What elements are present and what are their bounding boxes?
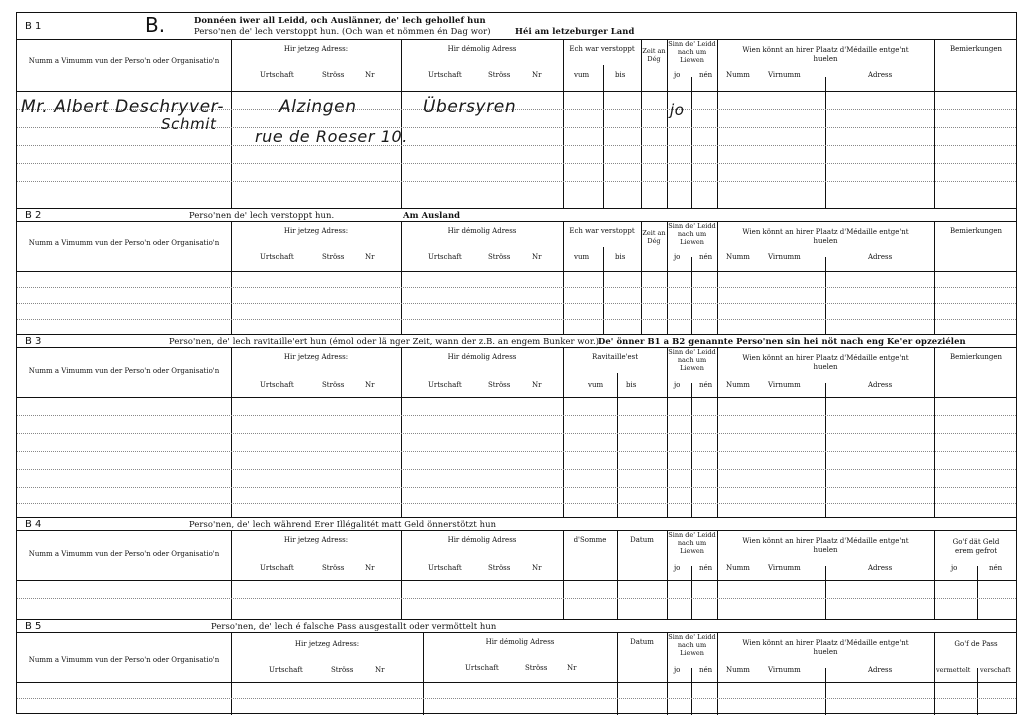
b2-alive-header: Sinn de' Leidd nach um Liewen bbox=[668, 222, 716, 246]
section-b4-id: B 4 bbox=[25, 519, 42, 530]
b3-sub-urtschaft-old: Urtschaft bbox=[428, 381, 462, 389]
b4-sub-jo: jo bbox=[674, 564, 681, 572]
b2-sub-jo: jo bbox=[674, 253, 681, 261]
b3-sub-stross: Ströss bbox=[322, 381, 345, 389]
entry-street-now: rue de Roeser 10. bbox=[255, 127, 408, 146]
b4-sub-urtschaft: Urtschaft bbox=[260, 564, 294, 572]
b3-sub-vum: vum bbox=[588, 381, 604, 389]
b2-sub-numm: Numm bbox=[726, 253, 750, 261]
entry-name-line2: Schmit bbox=[161, 115, 217, 133]
b1-sub-stross-old: Ströss bbox=[488, 71, 511, 79]
b3-addr-now-header: Hir jetzeg Adress: bbox=[283, 353, 349, 361]
b4-addr-now-header: Hir jetzeg Adress: bbox=[283, 536, 349, 544]
b3-sub-numm: Numm bbox=[726, 381, 750, 389]
b5-pass-header: Go'f de Pass bbox=[954, 640, 998, 648]
b3-sub-jo: jo bbox=[674, 381, 681, 389]
section-b3-title-b: De' önner B1 a B2 genannte Perso'nen sin hei nöt nach eng Ke'er opzeziélen bbox=[598, 336, 966, 346]
b3-sub-adress: Adress bbox=[868, 381, 893, 389]
b1-remarks-header: Bemierkungen bbox=[949, 45, 1003, 53]
b5-sub-vermettelt: vermettelt bbox=[936, 666, 971, 674]
b1-sub-urtschaft-old: Urtschaft bbox=[428, 71, 462, 79]
b3-addr-old-header: Hir démolig Adress bbox=[447, 353, 517, 361]
entry-town-now: Alzingen bbox=[279, 97, 357, 117]
b5-sub-urtschaft: Urtschaft bbox=[269, 666, 303, 674]
b5-sub-stross-old: Ströss bbox=[525, 664, 548, 672]
b2-hidden-header: Ech war verstoppt bbox=[569, 227, 635, 235]
b1-alive-header: Sinn de' Leidd nach um Liewen bbox=[668, 40, 716, 64]
section-b2 bbox=[17, 208, 1016, 334]
b1-name-col-header: Numm a Vimumm vun der Perso'n oder Organisatio'n bbox=[28, 57, 220, 65]
section-b5-title: Perso'nen, de' lech é falsche Pass ausgestallt oder vermöttelt hun bbox=[211, 621, 497, 631]
b2-sub-urtschaft: Urtschaft bbox=[260, 253, 294, 261]
b2-addr-old-header: Hir démolig Adress bbox=[447, 227, 517, 235]
b1-hidden-header: Ech war verstoppt bbox=[569, 45, 635, 53]
b4-sub-gof-jo: jo bbox=[951, 564, 958, 572]
b1-sub-urtschaft: Urtschaft bbox=[260, 71, 294, 79]
b4-sub-nr: Nr bbox=[365, 564, 375, 572]
b2-sub-vum: vum bbox=[574, 253, 590, 261]
b2-sub-nr-old: Nr bbox=[532, 253, 542, 261]
b1-sub-adress: Adress bbox=[868, 71, 893, 79]
b3-sub-urtschaft: Urtschaft bbox=[260, 381, 294, 389]
b4-sub-nr-old: Nr bbox=[532, 564, 542, 572]
form-sheet bbox=[16, 12, 1017, 714]
b4-sub-urtschaft-old: Urtschaft bbox=[428, 564, 462, 572]
b3-remarks-header: Bemierkungen bbox=[949, 353, 1003, 361]
b5-name-col-header: Numm a Vimumm vun der Perso'n oder Organisatio'n bbox=[28, 656, 220, 664]
b1-sub-nen: nén bbox=[699, 71, 713, 79]
b3-name-col-header: Numm a Vimumm vun der Perso'n oder Organisatio'n bbox=[28, 367, 220, 375]
section-b2-id: B 2 bbox=[25, 210, 42, 221]
b5-sub-nr-old: Nr bbox=[567, 664, 577, 672]
b5-medal-header: Wien könnt an hirer Plaatz d'Médaille entge'nt huelen bbox=[742, 639, 909, 656]
form-letter: B. bbox=[145, 13, 166, 37]
section-b1-title-2: Perso'nen de' lech verstoppt hun. (Och wan et nömmen én Dag wor) bbox=[194, 26, 491, 36]
b3-sub-bis: bis bbox=[626, 381, 637, 389]
b5-addr-old-header: Hir démolig Adress bbox=[485, 638, 555, 646]
section-b1-title-1: Donnéen iwer all Leidd, och Auslänner, de' lech gehollef hun bbox=[194, 15, 486, 25]
entry-name-line1: Mr. Albert Deschryver- bbox=[21, 97, 225, 117]
b4-sub-stross-old: Ströss bbox=[488, 564, 511, 572]
b5-sub-numm: Numm bbox=[726, 666, 750, 674]
b5-sub-adress: Adress bbox=[868, 666, 893, 674]
b5-sub-nen: nén bbox=[699, 666, 713, 674]
b4-name-col-header: Numm a Vimumm vun der Perso'n oder Organisatio'n bbox=[28, 550, 220, 558]
b1-sub-numm: Numm bbox=[726, 71, 750, 79]
b1-time-header: Zeit an Dég bbox=[642, 47, 666, 63]
b4-sub-numm: Numm bbox=[726, 564, 750, 572]
b2-addr-now-header: Hir jetzeg Adress: bbox=[283, 227, 349, 235]
section-b3-title: Perso'nen, de' lech ravitaille'ert hun (émol oder lä nger Zeit, wann der z.B. an engem Bunker wor.) bbox=[169, 336, 600, 346]
b5-sub-verschaft: verschaft bbox=[980, 666, 1011, 674]
b1-sub-stross: Ströss bbox=[322, 71, 345, 79]
b1-sub-virnumm: Virnumm bbox=[768, 71, 801, 79]
b2-sub-stross: Ströss bbox=[322, 253, 345, 261]
b1-addr-old-header: Hir démolig Adress bbox=[447, 45, 517, 53]
b5-sub-virnumm: Virnumm bbox=[768, 666, 801, 674]
b4-sub-adress: Adress bbox=[868, 564, 893, 572]
b4-somme-header: d'Somme bbox=[573, 536, 607, 544]
b1-sub-bis: bis bbox=[615, 71, 626, 79]
entry-town-old: Übersyren bbox=[423, 97, 517, 117]
section-b2-title-b: Am Ausland bbox=[403, 210, 461, 220]
b1-medal-header: Wien könnt an hirer Plaatz d'Médaille entge'nt huelen bbox=[742, 46, 909, 63]
b1-sub-nr: Nr bbox=[365, 71, 375, 79]
section-b3 bbox=[17, 334, 1016, 517]
section-b5-id: B 5 bbox=[25, 621, 42, 632]
b3-sub-stross-old: Ströss bbox=[488, 381, 511, 389]
b4-sub-virnumm: Virnumm bbox=[768, 564, 801, 572]
b4-datum-header: Datum bbox=[630, 536, 654, 544]
b5-datum-header: Datum bbox=[630, 638, 654, 646]
b3-sub-nen: nén bbox=[699, 381, 713, 389]
b1-sub-vum: vum bbox=[574, 71, 590, 79]
b5-addr-now-header: Hir jetzeg Adress: bbox=[294, 640, 360, 648]
section-b1-id: B 1 bbox=[25, 21, 42, 32]
b2-remarks-header: Bemierkungen bbox=[949, 227, 1003, 235]
b4-alive-header: Sinn de' Leidd nach um Liewen bbox=[668, 531, 716, 555]
section-b2-title: Perso'nen de' lech verstoppt hun. bbox=[189, 210, 335, 220]
b4-sub-nen: nén bbox=[699, 564, 713, 572]
b3-alive-header: Sinn de' Leidd nach um Liewen bbox=[668, 348, 716, 372]
b4-sub-gof-nen: nén bbox=[989, 564, 1003, 572]
b2-sub-adress: Adress bbox=[868, 253, 893, 261]
entry-jo-mark: jo bbox=[670, 101, 685, 119]
b1-sub-jo: jo bbox=[674, 71, 681, 79]
b5-sub-nr: Nr bbox=[375, 666, 385, 674]
b4-gof-header: Go'f dät Geld erem gefrot bbox=[952, 538, 1000, 555]
b5-sub-stross: Ströss bbox=[331, 666, 354, 674]
b2-sub-nr: Nr bbox=[365, 253, 375, 261]
section-b4 bbox=[17, 517, 1016, 619]
b3-sub-nr: Nr bbox=[365, 381, 375, 389]
b2-name-col-header: Numm a Vimumm vun der Perso'n oder Organisatio'n bbox=[28, 239, 220, 247]
section-b3-id: B 3 bbox=[25, 336, 42, 347]
b2-sub-nen: nén bbox=[699, 253, 713, 261]
b2-sub-bis: bis bbox=[615, 253, 626, 261]
b1-addr-now-header: Hir jetzeg Adress: bbox=[283, 45, 349, 53]
b4-sub-stross: Ströss bbox=[322, 564, 345, 572]
b2-sub-urtschaft-old: Urtschaft bbox=[428, 253, 462, 261]
section-b4-title: Perso'nen, de' lech während Erer Illégalitét matt Geld önnerstötzt hun bbox=[189, 519, 497, 529]
b5-sub-urtschaft-old: Urtschaft bbox=[465, 664, 499, 672]
section-b1 bbox=[17, 13, 1016, 208]
section-b1-title-2b: Héi am letzeburger Land bbox=[515, 26, 635, 36]
section-b5 bbox=[17, 619, 1016, 715]
b2-sub-virnumm: Virnumm bbox=[768, 253, 801, 261]
b2-sub-stross-old: Ströss bbox=[488, 253, 511, 261]
b4-medal-header: Wien könnt an hirer Plaatz d'Médaille entge'nt huelen bbox=[742, 537, 909, 554]
b2-time-header: Zeit an Dég bbox=[642, 229, 666, 245]
b3-medal-header: Wien könnt an hirer Plaatz d'Médaille entge'nt huelen bbox=[742, 354, 909, 371]
b5-sub-jo: jo bbox=[674, 666, 681, 674]
b3-rav-header: Ravitaille'est bbox=[591, 353, 639, 361]
b1-sub-nr-old: Nr bbox=[532, 71, 542, 79]
b5-alive-header: Sinn de' Leidd nach um Liewen bbox=[668, 633, 716, 657]
b3-sub-virnumm: Virnumm bbox=[768, 381, 801, 389]
b2-medal-header: Wien könnt an hirer Plaatz d'Médaille entge'nt huelen bbox=[742, 228, 909, 245]
b3-sub-nr-old: Nr bbox=[532, 381, 542, 389]
b4-addr-old-header: Hir démolig Adress bbox=[447, 536, 517, 544]
